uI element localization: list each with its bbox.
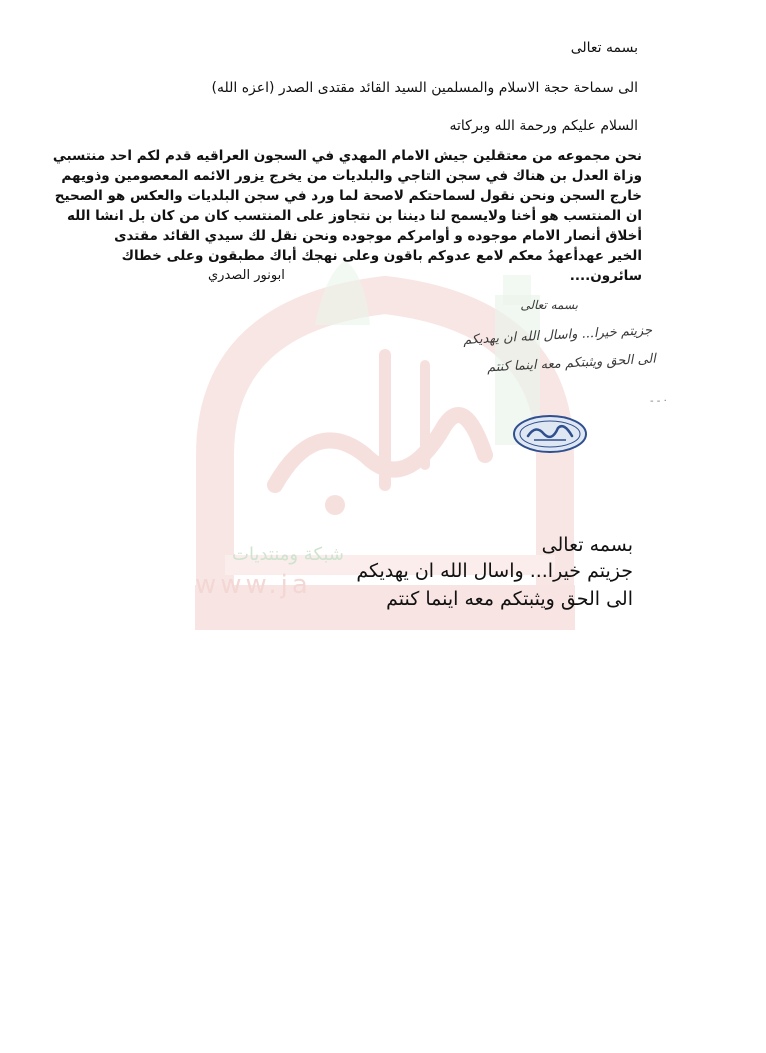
margin-mark: ‐ ‐ ·	[650, 396, 667, 407]
letter-body-line: ان المنتسب هو أخنا ولايسمح لنا ديننا بن نتجاوز على المنتسب كان من كان بل انشا الله	[66, 208, 642, 224]
letter-body-line: الخير عهدأعهدُ معكم لامع عدوكم باقون وعلى نهجك أباك مطبقون وعلى خطاك	[121, 248, 642, 264]
letter-body-line: نحن مجموعه من معتقلين جيش الامام المهدي في السجون العراقيه قدم لكم احد منتسبي	[52, 148, 642, 164]
letter-body-line: سائرون....	[569, 268, 642, 284]
watermark-url: www.ja	[195, 570, 312, 600]
letter-signature: ابونور الصدري	[208, 268, 285, 283]
handwritten-reply-line: الى الحق ويثبتكم معه اينما كنتم	[486, 351, 657, 376]
seal-stamp-icon	[512, 414, 588, 454]
typed-reply-line: جزيتم خيرا... واسال الله ان يهديكم	[356, 560, 633, 582]
typed-reply-basmala: بسمه تعالى	[541, 534, 633, 556]
handwritten-reply-basmala: بسمه تعالى	[520, 298, 578, 312]
letter-body-line: أخلاق أنصار الامام موجوده و أوامركم موجوده ونحن نقل لك سيدي القائد مقتدى	[114, 228, 642, 244]
typed-reply-line: الى الحق ويثبتكم معه اينما كنتم	[386, 588, 633, 610]
letter-basmala: بسمه تعالى	[570, 40, 638, 56]
letter-body-line: وزاة العدل بن هناك في سجن التاجي والبلديات من يخرج يزور الائمه المعصومين وذويهم	[61, 168, 642, 184]
handwritten-reply-line: جزيتم خيرا... واسال الله ان يهديكم	[462, 323, 653, 348]
letter-greeting: السلام عليكم ورحمة الله وبركاته	[449, 118, 638, 134]
watermark-subtitle: شبكة ومنتديات	[232, 544, 344, 565]
letter-body-line: خارج السجن ونحن نقول لسماحتكم لاصحة لما ورد في سجن البلديات والعكس هو الصحيح	[54, 188, 642, 204]
letter-recipient: الى سماحة حجة الاسلام والمسلمين السيد القائد مقتدى الصدر (اعزه الله)	[211, 80, 638, 96]
